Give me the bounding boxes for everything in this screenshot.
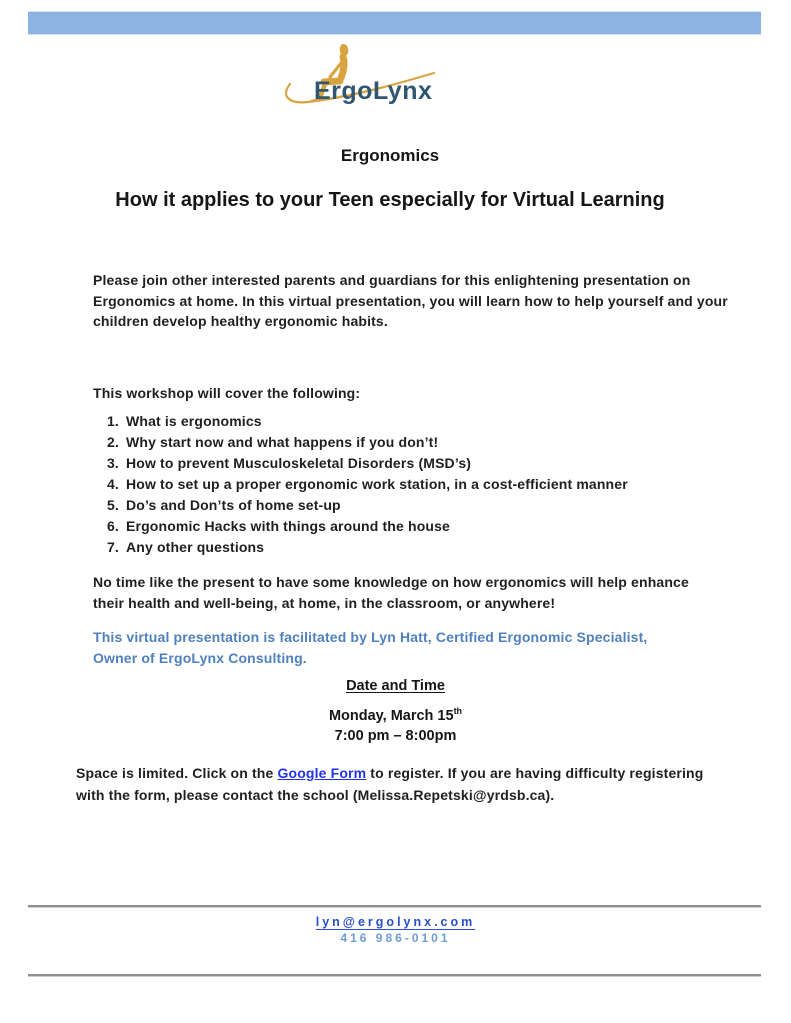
workshop-item: 6. Ergonomic Hacks with things around the house (123, 516, 763, 537)
registration-text-before: Space is limited. Click on the (76, 765, 278, 781)
footer-email-row (0, 913, 791, 931)
workshop-item: 7. Any other questions (123, 537, 763, 558)
ergolynx-logo (278, 42, 443, 108)
workshop-lead: This workshop will cover the following: (93, 385, 361, 401)
email-link[interactable]: lyn@ergolynx.com (315, 915, 476, 929)
date-time-heading (0, 678, 791, 694)
date-time-heading-text: Date and Time (346, 678, 445, 694)
event-time: 7:00 pm – 8:00pm (334, 728, 457, 744)
top-banner-bar (28, 11, 761, 35)
workshop-item: 2. Why start now and what happens if you don’t! (123, 432, 763, 453)
workshop-item: 4. How to set up a proper ergonomic work station, in a cost-efficient manner (123, 474, 763, 495)
date-ordinal-superscript: th (453, 706, 463, 717)
footer-divider-top (28, 905, 761, 907)
page-subtitle: How it applies to your Teen especially for Virtual Learning (115, 189, 665, 211)
footer-phone: 416 986-0101 (340, 931, 451, 945)
workshop-item: 1. What is ergonomics (123, 411, 763, 432)
logo-text: ErgoLynx (314, 77, 433, 105)
registration-paragraph (76, 763, 736, 806)
event-date (0, 708, 791, 724)
workshop-topic-list (93, 411, 763, 558)
intro-paragraph: Please join other interested parents and guardians for this enlightening presentation on Ergonomics at home. In this virtual presentation, you will learn how to help yourself and your children develop healthy ergonomic habits. (93, 272, 728, 329)
closing-paragraph: No time like the present to have some knowledge on how ergonomics will help enhance their health and well-being, at home, in the classroom, or anywhere! (93, 574, 689, 611)
facilitator-note: This virtual presentation is facilitated by Lyn Hatt, Certified Ergonomic Specialist, Owner of ErgoLynx Consulting. (93, 629, 648, 666)
event-date-text: Monday, March 15 (328, 708, 454, 724)
workshop-item: 5. Do’s and Don’ts of home set-up (123, 495, 763, 516)
footer-divider-bottom (28, 974, 761, 976)
workshop-item: 3. How to prevent Musculoskeletal Disorders (MSD’s) (123, 453, 763, 474)
registration-text-after: to register. If you are having difficulty registering with the form, please contact the school (Melissa.Repetski@yrdsb.ca). (76, 765, 704, 803)
page-title: Ergonomics (340, 146, 440, 165)
google-form-link[interactable]: Google Form (277, 765, 367, 781)
